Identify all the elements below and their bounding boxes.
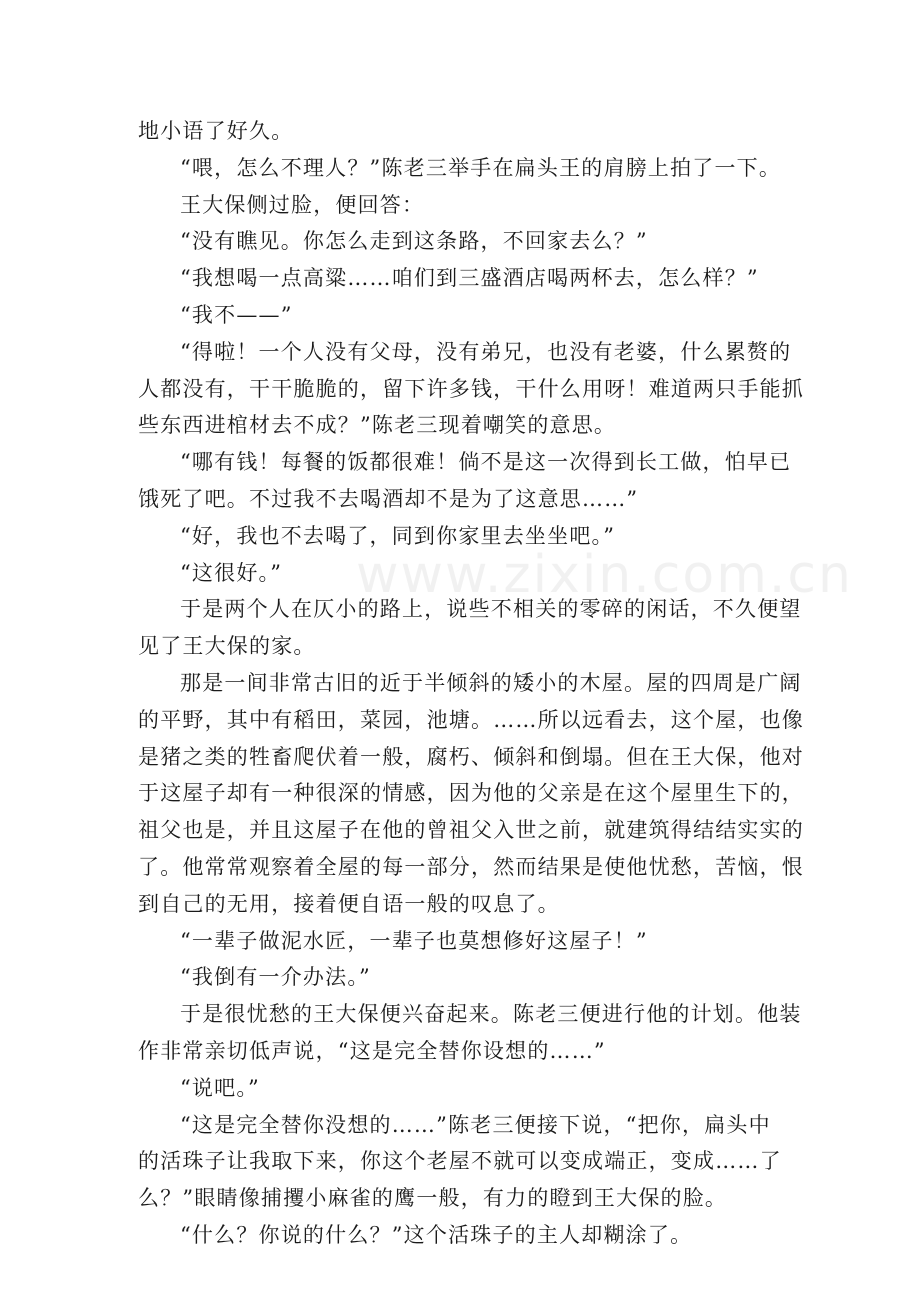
text-line: 于是很忧愁的王大保便兴奋起来。陈老三便进行他的计划。他装 [180, 1002, 802, 1027]
text-line: “没有瞧见。你怎么走到这条路，不回家去么？” [180, 229, 648, 254]
text-line: “好，我也不去喝了，同到你家里去坐坐吧。” [180, 523, 616, 548]
text-line: “我想喝一点高粱……咱们到三盛酒店喝两杯去，怎么样？” [180, 266, 759, 291]
text-line: “哪有钱！每餐的饭都很难！倘不是这一次得到长工做，怕早已 [180, 450, 792, 475]
text-line: 的活珠子让我取下来，你这个老屋不就可以变成端正，变成……了 [138, 1149, 782, 1174]
text-line: 的平野，其中有稻田，菜园，池塘。……所以远看去，这个屋，也像 [138, 707, 804, 732]
text-line: “我倒有一介办法。” [180, 965, 371, 990]
watermark: www.zixin.com.cn [356, 545, 853, 605]
text-line: 作非常亲切低声说，“这是完全替你设想的……” [138, 1038, 606, 1063]
text-line: “说吧。” [180, 1075, 260, 1100]
text-line: “这是完全替你没想的……”陈老三便接下说，“把你，扁头中 [180, 1112, 771, 1137]
text-line: 些东西进棺材去不成？”陈老三现着嘲笑的意思。 [138, 413, 617, 438]
text-line: “喂，怎么不理人？”陈老三举手在扁头王的肩膀上拍了一下。 [180, 155, 782, 180]
text-line: 地小语了好久。 [138, 119, 294, 143]
text-line: 了。他常常观察着全屋的每一部分，然而结果是使他忧愁，苦恼，恨 [138, 854, 804, 879]
text-line: “什么？你说的什么？”这个活珠子的主人却糊涂了。 [180, 1222, 693, 1247]
text-line: 是猪之类的牲畜爬伏着一般，腐朽、倾斜和倒塌。但在王大保，他对 [138, 744, 804, 769]
text-line: 么？”眼睛像捕攫小麻雀的鹰一般，有力的瞪到王大保的脸。 [138, 1186, 728, 1211]
text-line: “得啦！一个人没有父母，没有弟兄，也没有老婆，什么累赘的 [180, 339, 792, 364]
text-line: “一辈子做泥水匠，一辈子也莫想修好这屋子！” [180, 928, 648, 953]
text-line: 饿死了吧。不过我不去喝酒却不是为了这意思……” [138, 486, 639, 511]
text-line: 祖父也是，并且这屋子在他的曾祖父入世之前，就建筑得结结实实的 [138, 818, 804, 843]
text-line: 王大保侧过脸，便回答： [180, 192, 425, 217]
text-line: “这很好。” [180, 560, 283, 585]
body-text [138, 113, 804, 1254]
text-line: 见了王大保的家。 [138, 634, 316, 659]
text-line: 到自己的无用，接着便自语一般的叹息了。 [138, 891, 560, 916]
text-line: “我不——” [180, 302, 293, 327]
text-line: 人都没有，干干脆脆的，留下许多钱，干什么用呀！难道两只手能抓 [138, 376, 804, 401]
text-line: 于这屋子却有一种很深的情感，因为他的父亲是在这个屋里生下的， [138, 781, 804, 806]
text-line: 于是两个人在仄小的路上，说些不相关的零碎的闲话，不久便望 [180, 597, 802, 622]
text-line: 那是一间非常古旧的近于半倾斜的矮小的木屋。屋的四周是广阔 [180, 670, 802, 695]
